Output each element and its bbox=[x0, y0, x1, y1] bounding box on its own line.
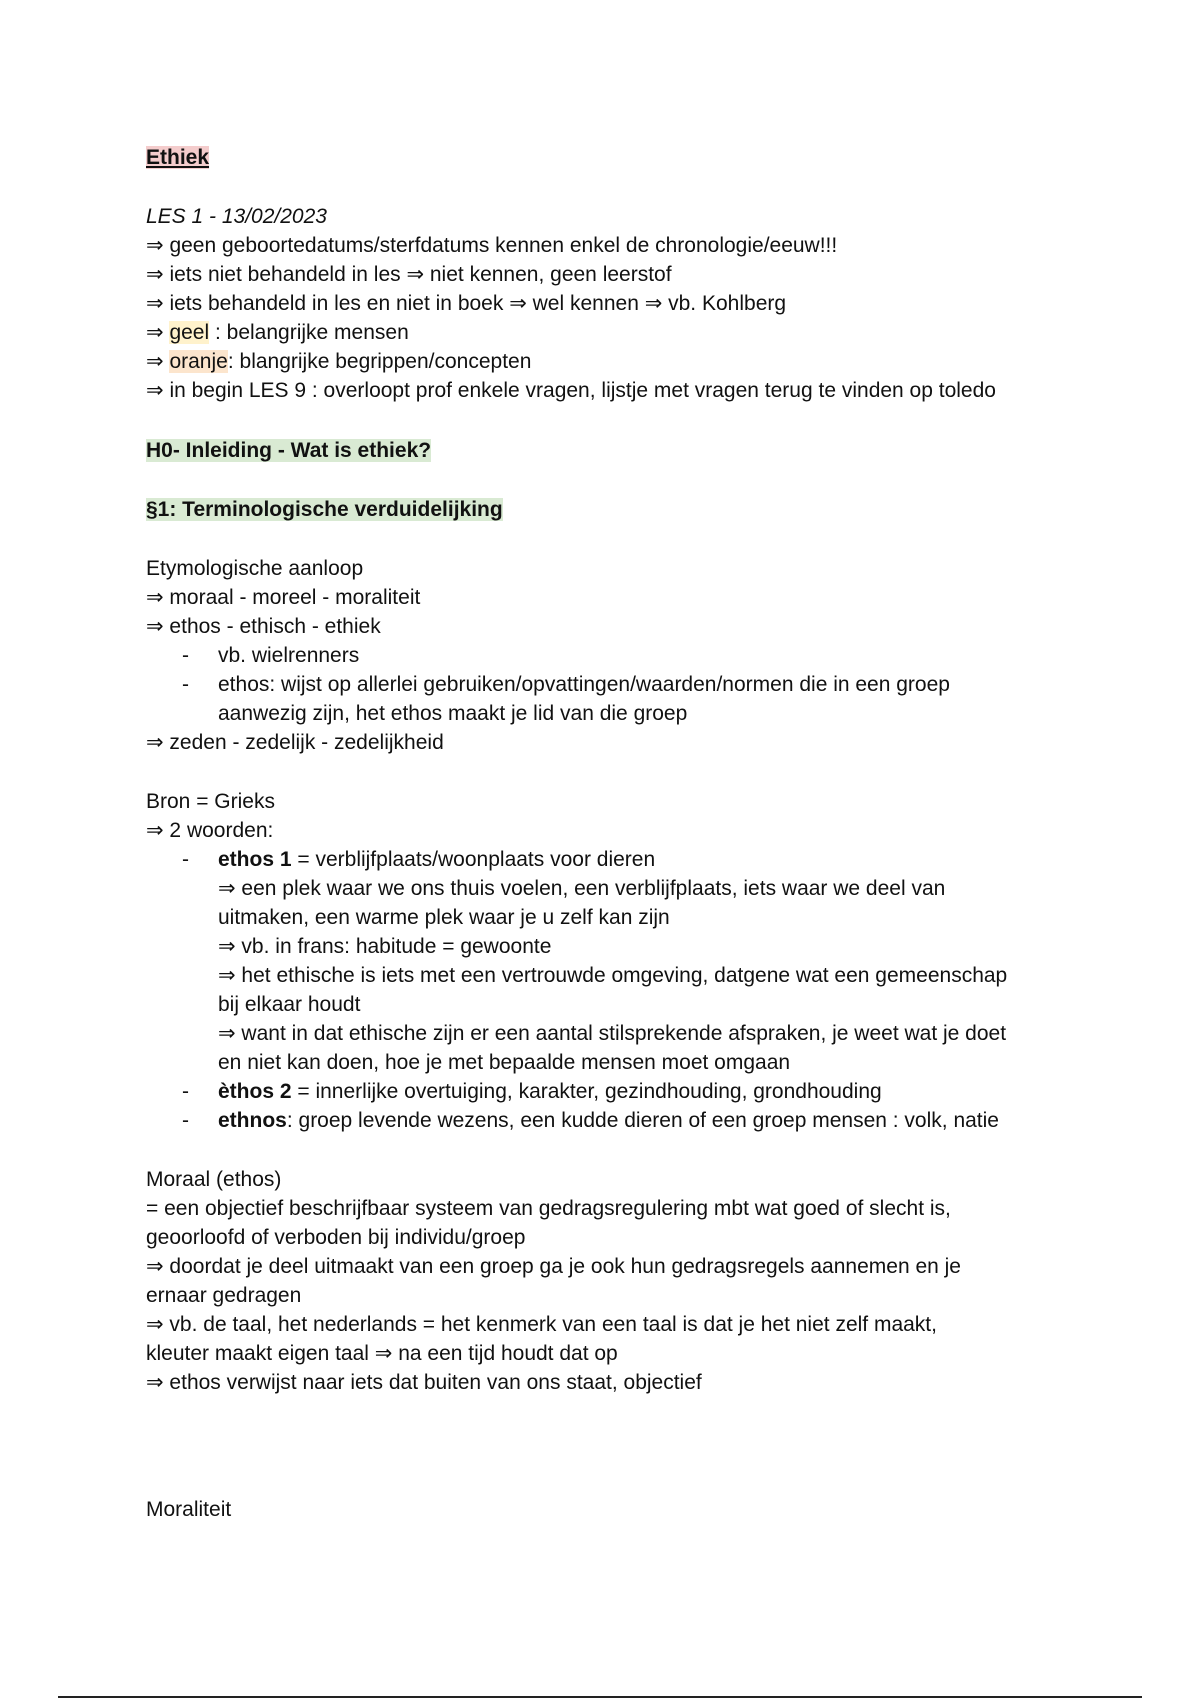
bullet-dash: - bbox=[182, 848, 189, 871]
etym-line: ⇒ zeden - zedelijk - zedelijkheid bbox=[146, 731, 444, 754]
intro-line: ⇒ in begin LES 9 : overloopt prof enkele vragen, lijstje met vragen terug te vinden op toledo bbox=[146, 379, 996, 402]
moraal-line: ⇒ vb. de taal, het nederlands = het kenmerk van een taal is dat je het niet zelf maakt, bbox=[146, 1313, 937, 1336]
etym-bullet-cont: aanwezig zijn, het ethos maakt je lid van die groep bbox=[218, 702, 688, 725]
bron-heading: Bron = Grieks bbox=[146, 790, 275, 813]
highlight-orange: oranje bbox=[169, 350, 228, 373]
bron-sub: ⇒ het ethische is iets met een vertrouwde omgeving, datgene wat een gemeenschap bbox=[218, 964, 1008, 987]
intro-line: ⇒ iets niet behandeld in les ⇒ niet kennen, geen leerstof bbox=[146, 263, 672, 286]
bron-bullet-ethnos: ethnos: groep levende wezens, een kudde dieren of een groep mensen : volk, natie bbox=[218, 1109, 999, 1132]
bullet-dash: - bbox=[182, 1080, 189, 1103]
intro-line: ⇒ geen geboortedatums/sterfdatums kennen enkel de chronologie/eeuw!!! bbox=[146, 234, 838, 257]
etym-bullet: vb. wielrenners bbox=[218, 644, 360, 667]
moraliteit-heading: Moraliteit bbox=[146, 1498, 232, 1521]
bron-line: ⇒ 2 woorden: bbox=[146, 819, 274, 842]
lesson-date: LES 1 - 13/02/2023 bbox=[146, 205, 327, 228]
bron-sub: ⇒ want in dat ethische zijn er een aantal stilsprekende afspraken, je weet wat je doet bbox=[218, 1022, 1007, 1045]
bullet-dash: - bbox=[182, 1109, 189, 1132]
bron-sub: bij elkaar houdt bbox=[218, 993, 361, 1016]
etym-heading: Etymologische aanloop bbox=[146, 557, 364, 580]
bron-bullet-ethos2: èthos 2 = innerlijke overtuiging, karakter, gezindhouding, grondhouding bbox=[218, 1080, 882, 1103]
bron-sub: ⇒ vb. in frans: habitude = gewoonte bbox=[218, 935, 552, 958]
intro-line: ⇒ geel : belangrijke mensen bbox=[146, 321, 409, 344]
bron-sub: uitmaken, een warme plek waar je u zelf kan zijn bbox=[218, 906, 670, 929]
moraal-line: ⇒ doordat je deel uitmaakt van een groep ga je ook hun gedragsregels aannemen en je bbox=[146, 1255, 961, 1278]
moraal-line: kleuter maakt eigen taal ⇒ na een tijd houdt dat op bbox=[146, 1342, 618, 1365]
etym-bullet: ethos: wijst op allerlei gebruiken/opvattingen/waarden/normen die in een groep bbox=[218, 673, 950, 696]
etym-line: ⇒ moraal - moreel - moraliteit bbox=[146, 586, 421, 609]
bullet-dash: - bbox=[182, 644, 189, 667]
chapter-heading: H0- Inleiding - Wat is ethiek? bbox=[146, 439, 432, 462]
document-title: Ethiek bbox=[146, 146, 210, 169]
moraal-line: ⇒ ethos verwijst naar iets dat buiten van ons staat, objectief bbox=[146, 1371, 702, 1394]
bron-bullet-ethos1: ethos 1 = verblijfplaats/woonplaats voor dieren bbox=[218, 848, 656, 871]
moraal-line: geoorloofd of verboden bij individu/groep bbox=[146, 1226, 526, 1249]
intro-line: ⇒ iets behandeld in les en niet in boek ⇒ wel kennen ⇒ vb. Kohlberg bbox=[146, 292, 787, 315]
highlight-yellow: geel bbox=[169, 321, 210, 344]
section-heading: §1: Terminologische verduidelijking bbox=[146, 498, 503, 521]
bron-sub: en niet kan doen, hoe je met bepaalde mensen moet omgaan bbox=[218, 1051, 791, 1074]
moraal-line: ernaar gedragen bbox=[146, 1284, 302, 1307]
bullet-dash: - bbox=[182, 673, 189, 696]
bron-sub: ⇒ een plek waar we ons thuis voelen, een verblijfplaats, iets waar we deel van bbox=[218, 877, 946, 900]
etym-line: ⇒ ethos - ethisch - ethiek bbox=[146, 615, 381, 638]
intro-line: ⇒ oranje: blangrijke begrippen/concepten bbox=[146, 350, 532, 373]
bottom-divider bbox=[58, 1696, 1142, 1698]
moraal-line: = een objectief beschrijfbaar systeem van gedragsregulering mbt wat goed of slecht is, bbox=[146, 1197, 951, 1220]
moraal-heading: Moraal (ethos) bbox=[146, 1168, 282, 1191]
